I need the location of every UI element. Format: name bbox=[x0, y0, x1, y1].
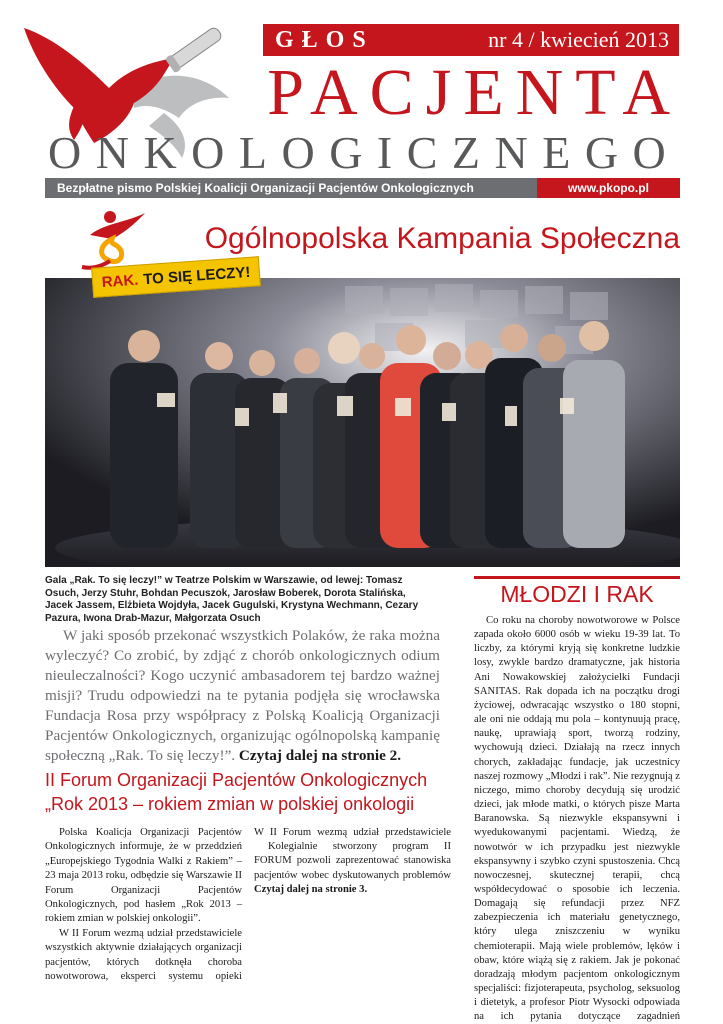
forum-column-2 bbox=[254, 826, 451, 898]
masthead-title-onkologicznego: ONKOLOGICZNEGO bbox=[48, 127, 681, 178]
forum-paragraph-1: Polska Koalicja Organizacji Pacjentów Onkologicznych informuje, że w przeddzień „Europejskiego Tygodnia Walki z Rakiem” – 23 maja 2013 roku, odbędzie się Warszawie II Forum Organizacji Pacjentów Onkologicznych, pod hasłem „Rok 2013 – rokiem zmian w polskiej onkologii”. bbox=[45, 827, 242, 925]
lead-article bbox=[45, 626, 440, 766]
masthead-bar bbox=[263, 24, 679, 56]
forum-paragraph-3 bbox=[254, 840, 451, 898]
forum-heading-line1: II Forum Organizacji Pacjentów Onkologicznych bbox=[45, 770, 428, 790]
forum-paragraph-2-cont bbox=[254, 768, 451, 840]
website-link[interactable]: www.pkopo.pl bbox=[537, 178, 680, 198]
masthead-title-glos: GŁOS bbox=[275, 26, 374, 53]
forum-col2-text: Kolegialnie stworzony program II FORUM pozwoli zaprezentować stanowiska pacjentów wobec dyskutowanych problemów bbox=[254, 841, 451, 881]
photo-caption: Gala „Rak. To się leczy!” w Teatrze Polskim w Warszawie, od lewej: Tomasz Osuch, Jerzy Stuhr, Bohdan Pecuszok, Jarosław Boberek, Dorota Stalińska, Jacek Jassem, Elżbieta Wojdyła, Jacek Gugulski, Krystyna Wechmann, Cezary Pazura, Iwona Drab-Mazur, Małgorzata Osuch bbox=[45, 575, 419, 624]
sidebar-text: Co roku na choroby nowotworowe w Polsce zapada około 6000 osób w wieku 19-39 lat. To liczby, za którymi kryją się konkretne ludzkie losy, zwykle bardzo dramatyczne, jak historia Ani Nowakowskiej założycielki Fundacji SANITAS. Rak dopada ich na początku drogi życiowej, odwracając wszystko o 180 stopni, ale oni nie oddają mu pola – kontynuują pracę, naukę, uprawiają sport, tworzą rodziny, wychowują dzieci. Działają na rzecz innych chorych, zakładając fundacje, jak uczestnicy naszej rozmowy „Młodzi i rak”. Nie rezygnują z niczego, mimo choroby decydują się urodzić dzieci, jak młode matki, o których pisze Marta Baranowska. Są niezwykle ekspansywni i wyedukowanymi pacjentami. Wiedzą, że nowotwór w ich przypadku jest niezwykle ekspansywny i szybko czyni spustoszenia. Chcą nowoczesnej, skutecznej terapii, chcą współdecydować o sposobie ich leczenia. Domagają się refundacji przez NFZ zabezpieczenia ich materiału genetycznego, który ulega zniszczeniu w wyniku chemioterapii. Mają wiele problemów, lęków i obaw, które wiążą się z rakiem. Jak je pokonać doradzają młodym pacjentom onkologicznym specjaliści: fizjoterapeuta, psycholog, seksuolog i dietetyk, a profesor Piotr Wysocki odpowiada na ich pytania dotyczące zagadnień bbox=[474, 615, 680, 1023]
gala-group-photo bbox=[45, 278, 680, 567]
badge-rak: RAK. bbox=[101, 271, 139, 291]
subtitle-text: Bezpłatne pismo Polskiej Koalicji Organizacji Pacjentów Onkologicznych bbox=[57, 181, 474, 195]
masthead-title-pacjenta: PACJENTA bbox=[267, 56, 682, 129]
lead-continue-link[interactable]: Czytaj dalej na stronie 2. bbox=[238, 747, 402, 764]
sidebar-heading: MŁODZI I RAK bbox=[474, 576, 680, 608]
forum-heading-line2: „Rok 2013 – rokiem zmian w polskiej onkologii bbox=[45, 794, 415, 814]
lead-text: W jaki sposób przekonać wszystkich Polaków, że raka można wyleczyć? Co zrobić, by zdjąć z chorób onkologicznych odium nieuleczalności? Kogo uczynić ambasadorem tej bardzo ważnej misji? Trudu odpowiedzi na te pytania podjęła się wrocławska Fundacja Rosa przy współpracy z Polską Koalicją Organizacji Pacjentów Onkologicznych, organizując ogólnopolską kampanię społeczną „Rak. To się leczy!”. bbox=[45, 627, 440, 764]
issue-number: nr 4 / kwiecień 2013 bbox=[488, 27, 669, 52]
badge-slogan: TO SIĘ LECZY! bbox=[142, 263, 251, 288]
forum-continue-link[interactable]: Czytaj dalej na stronie 3. bbox=[254, 884, 368, 896]
forum-column-1 bbox=[45, 826, 242, 985]
subtitle-strap bbox=[45, 178, 680, 198]
campaign-title: Ogólnopolska Kampania Społeczna bbox=[204, 222, 680, 255]
forum-paragraph-2-tail: W II Forum wezmą udział przedstawiciele bbox=[254, 827, 451, 838]
forum-paragraph-2: W II Forum wezmą udział przedstawiciele wszystkich aktywnie działających organizacji pacjentów, których dotknęła choroba nowotworowa, eksperci systemu opieki bbox=[45, 927, 242, 983]
sidebar-article bbox=[474, 614, 680, 1024]
